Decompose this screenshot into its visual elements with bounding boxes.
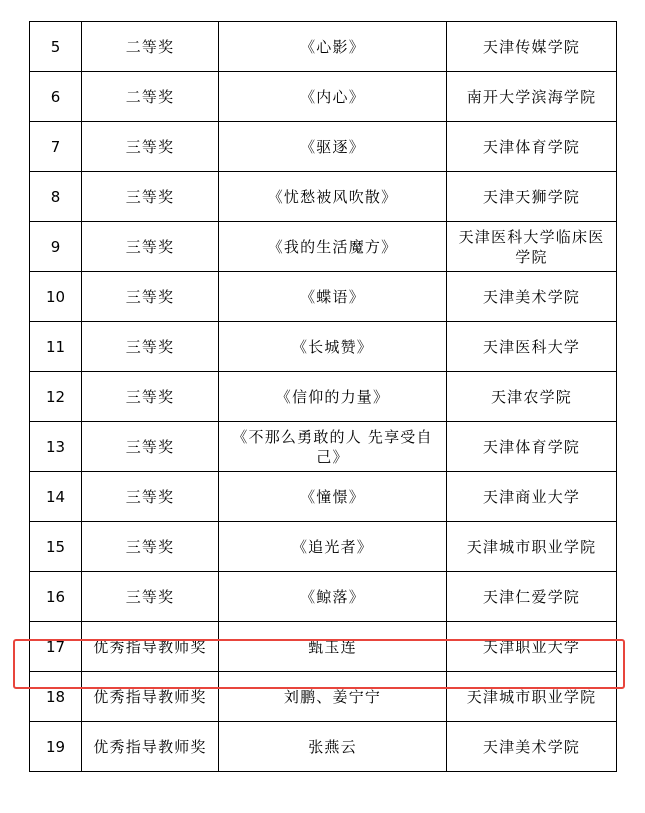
work-title: 《我的生活魔方》 [219,222,447,272]
school-name: 天津城市职业学院 [447,672,617,722]
table-row [30,372,617,422]
work-title: 《长城赞》 [219,322,447,372]
award-level: 三等奖 [82,272,219,322]
work-title: 《憧憬》 [219,472,447,522]
awards-table [29,21,617,772]
row-number: 19 [30,722,82,772]
row-number: 8 [30,172,82,222]
school-name: 天津体育学院 [447,122,617,172]
row-number: 7 [30,122,82,172]
award-level: 二等奖 [82,22,219,72]
school-name: 天津城市职业学院 [447,522,617,572]
award-level: 优秀指导教师奖 [82,622,219,672]
table-row [30,222,617,272]
table-row [30,72,617,122]
school-name: 天津美术学院 [447,722,617,772]
school-name: 天津传媒学院 [447,22,617,72]
award-level: 三等奖 [82,372,219,422]
teacher-name: 刘鹏、姜宁宁 [219,672,447,722]
row-number: 11 [30,322,82,372]
table-row [30,22,617,72]
table-row [30,472,617,522]
award-level: 三等奖 [82,172,219,222]
table-row [30,572,617,622]
work-title: 《蝶语》 [219,272,447,322]
table-row [30,422,617,472]
row-number: 5 [30,22,82,72]
teacher-name: 张燕云 [219,722,447,772]
table-row [30,272,617,322]
award-level: 三等奖 [82,322,219,372]
work-title: 《不那么勇敢的人 先享受自己》 [219,422,447,472]
work-title: 《信仰的力量》 [219,372,447,422]
teacher-name: 甄玉连 [219,622,447,672]
table-row [30,672,617,722]
award-level: 三等奖 [82,472,219,522]
row-number: 17 [30,622,82,672]
row-number: 15 [30,522,82,572]
school-name: 天津商业大学 [447,472,617,522]
work-title: 《鲸落》 [219,572,447,622]
school-name: 天津职业大学 [447,622,617,672]
school-name: 天津仁爱学院 [447,572,617,622]
school-name: 天津体育学院 [447,422,617,472]
row-number: 14 [30,472,82,522]
school-name: 天津天狮学院 [447,172,617,222]
row-number: 13 [30,422,82,472]
row-number: 16 [30,572,82,622]
row-number: 9 [30,222,82,272]
award-level: 三等奖 [82,222,219,272]
work-title: 《忧愁被风吹散》 [219,172,447,222]
award-level: 三等奖 [82,122,219,172]
row-number: 12 [30,372,82,422]
table-row-highlighted [30,622,617,672]
table-row [30,322,617,372]
work-title: 《追光者》 [219,522,447,572]
school-name: 天津医科大学临床医学院 [447,222,617,272]
award-level: 三等奖 [82,572,219,622]
work-title: 《内心》 [219,72,447,122]
table-row [30,122,617,172]
row-number: 10 [30,272,82,322]
table-row [30,522,617,572]
school-name: 天津医科大学 [447,322,617,372]
row-number: 6 [30,72,82,122]
school-name: 天津美术学院 [447,272,617,322]
award-level: 二等奖 [82,72,219,122]
school-name: 南开大学滨海学院 [447,72,617,122]
award-level: 优秀指导教师奖 [82,722,219,772]
table-row [30,722,617,772]
work-title: 《驱逐》 [219,122,447,172]
school-name: 天津农学院 [447,372,617,422]
award-level: 优秀指导教师奖 [82,672,219,722]
table-row [30,172,617,222]
work-title: 《心影》 [219,22,447,72]
award-level: 三等奖 [82,422,219,472]
row-number: 18 [30,672,82,722]
award-level: 三等奖 [82,522,219,572]
